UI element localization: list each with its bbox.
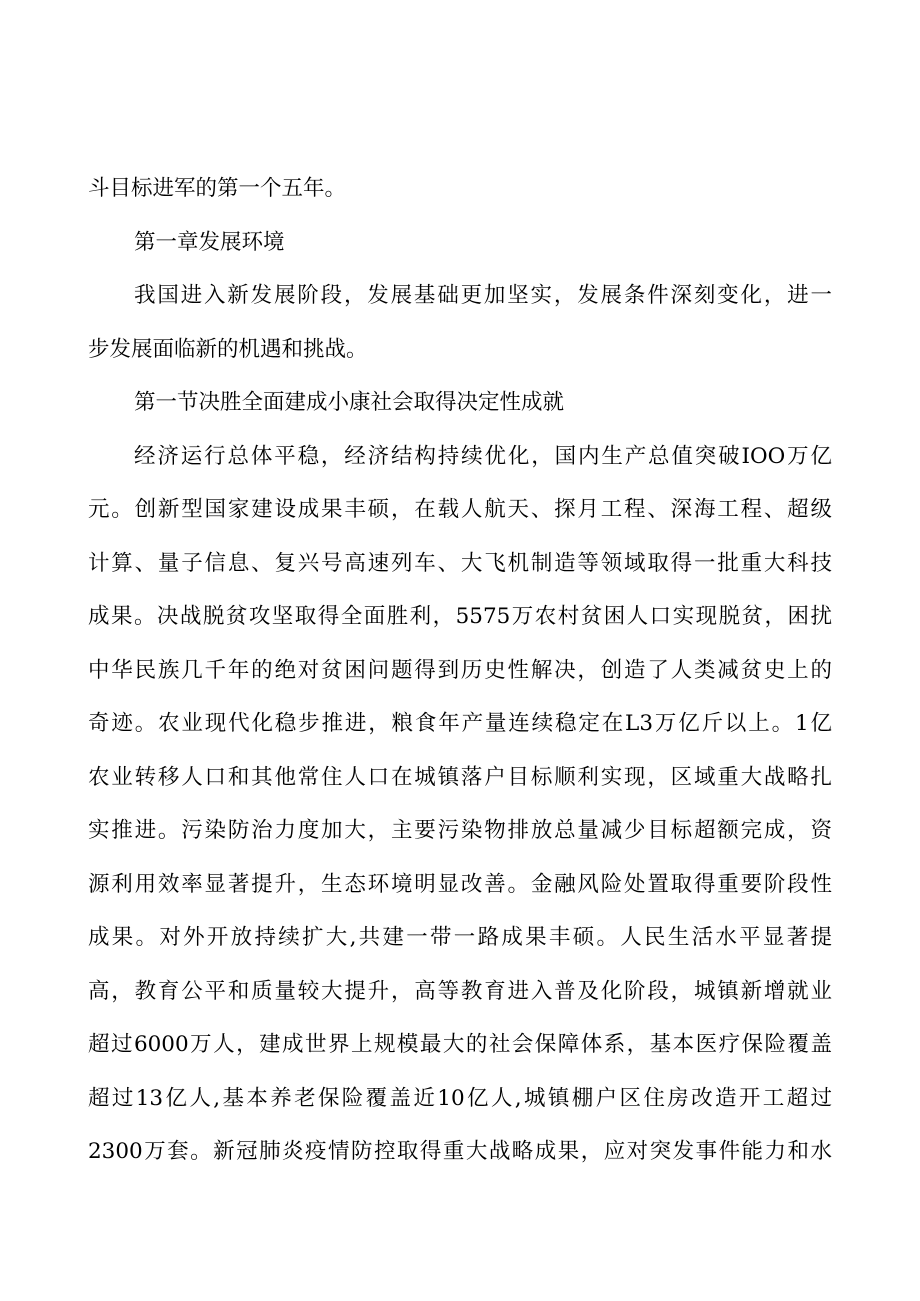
paragraph-line: 超过6000万人，建成世界上规模最大的社会保障体系，基本医疗保险覆盖 [88, 1032, 832, 1057]
paragraph-line-continuation: 斗目标进军的第一个五年。 [88, 176, 347, 201]
paragraph-line: 成果。对外开放持续扩大,共建一带一路成果丰硕。人民生活水平显著提 [88, 925, 832, 950]
paragraph-line: 农业转移人口和其他常住人口在城镇落户目标顺利实现，区域重大战略扎 [88, 765, 832, 790]
paragraph-line: 计算、量子信息、复兴号高速列车、大飞机制造等领域取得一批重大科技 [88, 551, 832, 576]
paragraph-line: 步发展面临新的机遇和挑战。 [88, 337, 368, 362]
paragraph-line: 元。创新型国家建设成果丰硕，在载人航天、探月工程、深海工程、超级 [88, 497, 832, 522]
section-heading: 第一节决胜全面建成小康社会取得决定性成就 [134, 390, 565, 415]
paragraph-line: 源利用效率显著提升，生态环境明显改善。金融风险处置取得重要阶段性 [88, 872, 832, 897]
paragraph-line: 2300万套。新冠肺炎疫情防控取得重大战略成果，应对突发事件能力和水 [88, 1139, 832, 1164]
chapter-heading: 第一章发展环境 [134, 230, 285, 255]
paragraph-line: 实推进。污染防治力度加大，主要污染物排放总量减少目标超额完成，资 [88, 818, 832, 843]
paragraph-line: 奇迹。农业现代化稳步推进，粮食年产量连续稳定在L3万亿斤以上。1亿 [88, 711, 832, 736]
paragraph-line: 中华民族几千年的绝对贫困问题得到历史性解决，创造了人类减贫史上的 [88, 658, 832, 683]
paragraph-line: 超过13亿人,基本养老保险覆盖近10亿人,城镇棚户区住房改造开工超过 [88, 1086, 832, 1111]
paragraph-line: 成果。决战脱贫攻坚取得全面胜利，5575万农村贫困人口实现脱贫，困扰 [88, 604, 832, 629]
paragraph-line: 我国进入新发展阶段，发展基础更加坚实，发展条件深刻变化，进一 [134, 283, 832, 308]
paragraph-line: 经济运行总体平稳，经济结构持续优化，国内生产总值突破IOO万亿 [134, 444, 832, 469]
paragraph-line: 高，教育公平和质量较大提升，高等教育进入普及化阶段，城镇新增就业 [88, 979, 832, 1004]
